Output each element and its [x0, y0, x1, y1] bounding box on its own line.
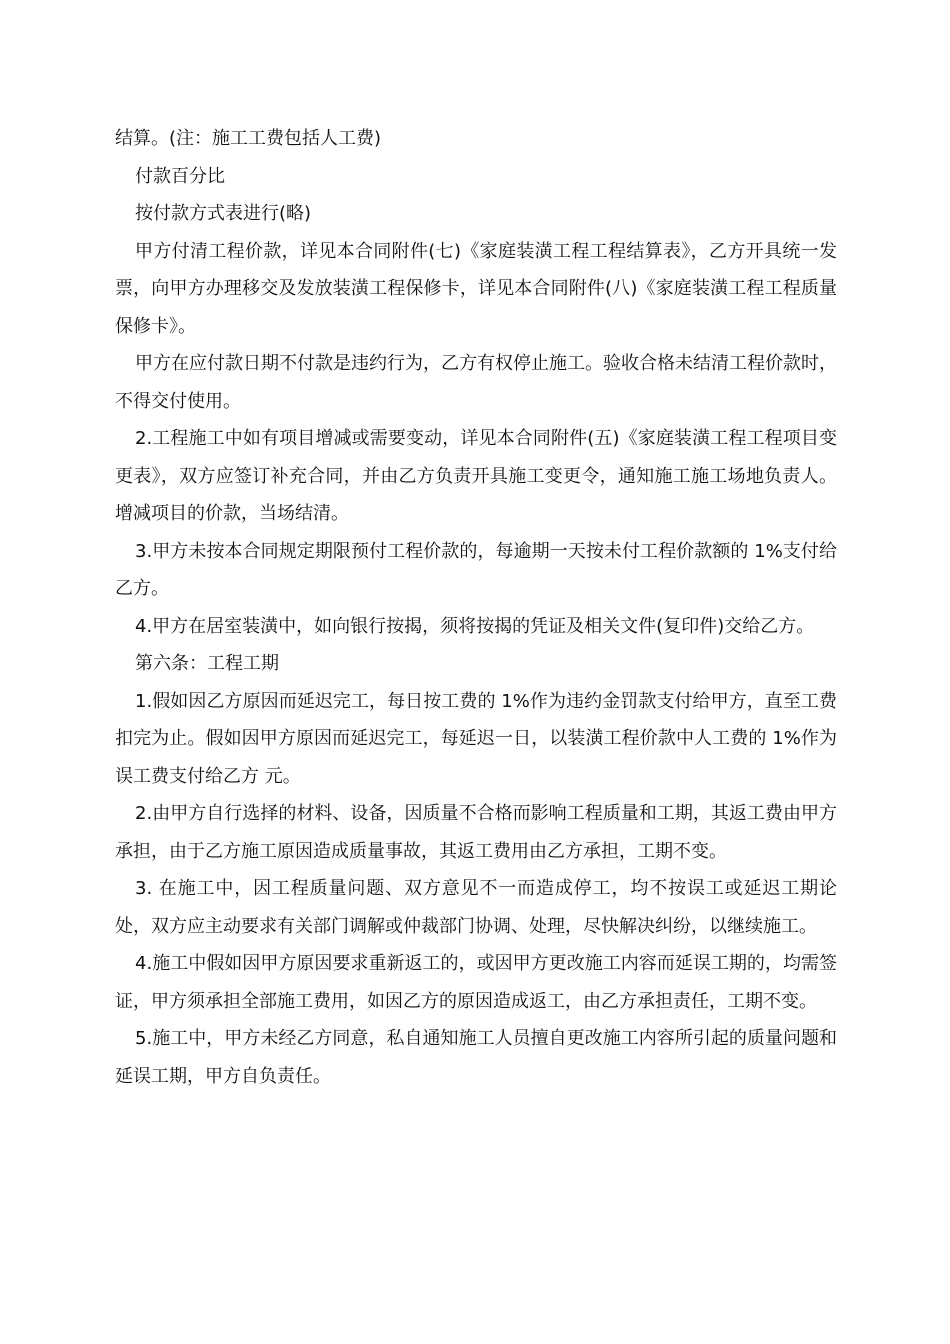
paragraph-schedule-item-4: 4.施工中假如因甲方原因要求重新返工的，或因甲方更改施工内容而延误工期的，均需签证，甲方须承担全部施工费用，如因乙方的原因造成返工，由乙方承担责任，工期不变。 [115, 953, 837, 1012]
paragraph-item-2-changes: 2.工程施工中如有项目增减或需要变动，详见本合同附件(五)《家庭装潢工程工程项目变更表》，双方应签订补充合同，并由乙方负责开具施工变更令，通知施工施工场地负责人。增减项目的价款，当场结清。 [115, 428, 837, 524]
document-body [115, 120, 837, 1095]
section-heading-article-6: 第六条：工程工期 [135, 653, 279, 674]
paragraph-late-payment: 甲方在应付款日期不付款是违约行为，乙方有权停止施工。验收合格未结清工程价款时，不得交付使用。 [115, 353, 837, 412]
paragraph-item-4-mortgage: 4.甲方在居室装潢中，如向银行按揭，须将按揭的凭证及相关文件(复印件)交给乙方。 [135, 615, 815, 637]
paragraph-item-3-prepayment: 3.甲方未按本合同规定期限预付工程价款的，每逾期一天按未付工程价款额的 1%支付给乙方。 [115, 540, 837, 599]
paragraph-payment-percentage: 付款百分比 [135, 165, 225, 187]
paragraph-final-payment: 甲方付清工程价款，详见本合同附件(七)《家庭装潢工程工程结算表》，乙方开具统一发票，向甲方办理移交及发放装潢工程保修卡，详见本合同附件(八)《家庭装潢工程工程质量保修卡》。 [115, 240, 837, 337]
paragraph-schedule-item-2: 2.由甲方自行选择的材料、设备，因质量不合格而影响工程质量和工期，其返工费由甲方承担，由于乙方施工原因造成质量事故，其返工费用由乙方承担，工期不变。 [115, 803, 837, 862]
paragraph-schedule-item-5: 5.施工中，甲方未经乙方同意，私自通知施工人员擅自更改施工内容所引起的质量问题和延误工期，甲方自负责任。 [115, 1028, 837, 1087]
paragraph-settlement-note: 结算。(注：施工工费包括人工费) [115, 128, 382, 149]
paragraph-schedule-item-3: 3. 在施工中，因工程质量问题、双方意见不一而造成停工，均不按误工或延迟工期论处，双方应主动要求有关部门调解或仲裁部门协调、处理，尽快解决纠纷，以继续施工。 [115, 878, 837, 937]
paragraph-payment-schedule: 按付款方式表进行(略) [135, 203, 312, 224]
paragraph-schedule-item-1: 1.假如因乙方原因而延迟完工，每日按工费的 1%作为违约金罚款支付给甲方，直至工费扣完为止。假如因甲方原因而延迟完工，每延迟一日，以装潢工程价款中人工费的 1%作为误工费支付给乙方 元。 [115, 690, 837, 787]
